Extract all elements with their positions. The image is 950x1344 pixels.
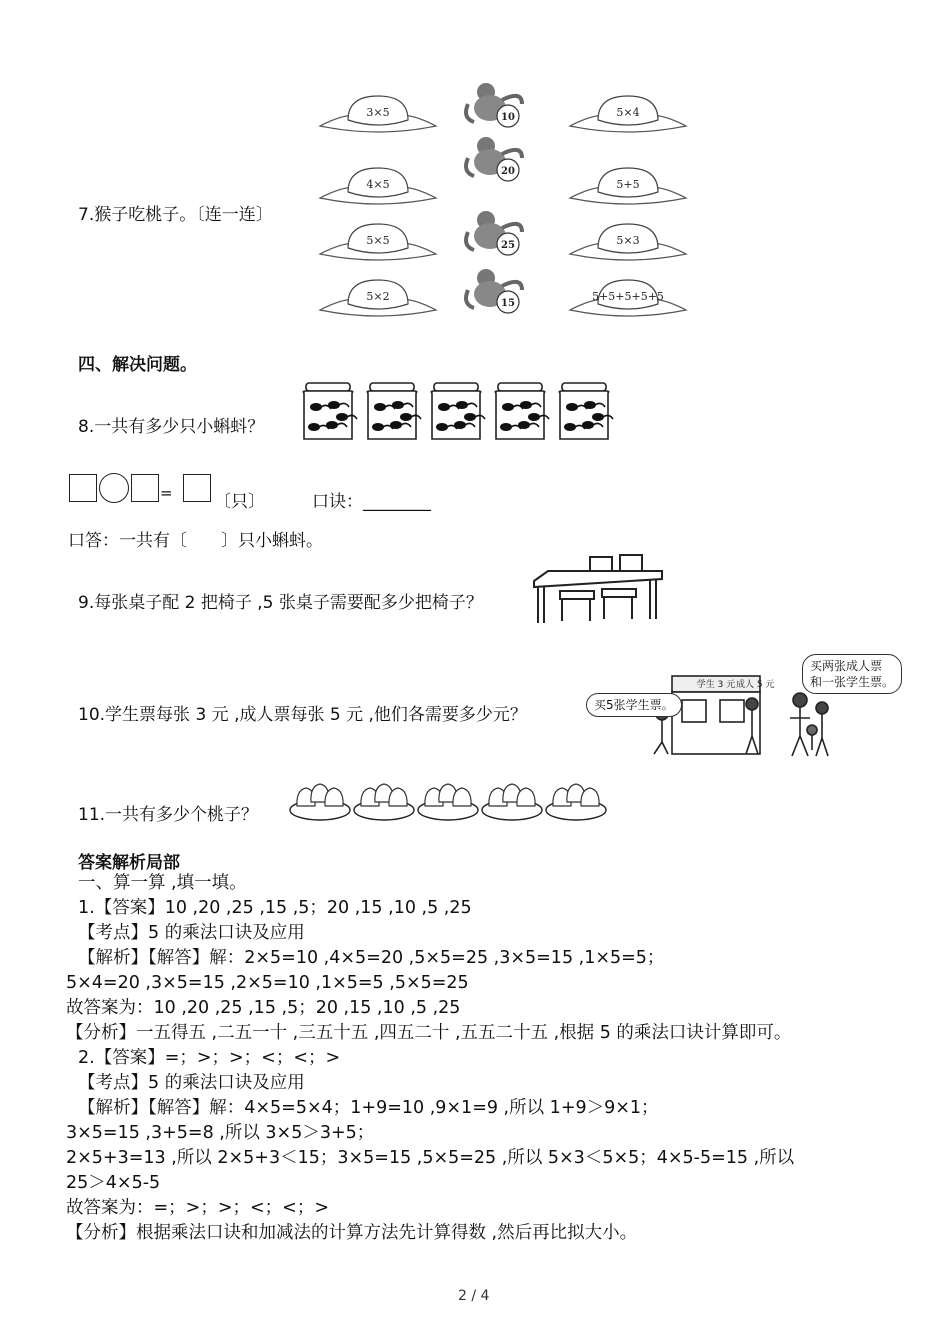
tadpole-jars — [300, 383, 630, 443]
operator-circle[interactable] — [99, 473, 129, 503]
student-speech-bubble: 买5张学生票。 — [586, 693, 682, 717]
answer-line: 故答案为：10 ,20 ,25 ,15 ,5；20 ,15 ,10 ,5 ,25 — [66, 998, 461, 1018]
sign-student: 学生 3 元 — [696, 680, 736, 690]
peach[interactable] — [570, 96, 686, 132]
answer-line: 【解析】【解答】解：2×5=10 ,4×5=20 ,5×5=25 ,3×5=15 ,1×5=5； — [78, 948, 665, 968]
peach[interactable] — [320, 280, 436, 316]
monkey-number: 20 — [501, 166, 515, 177]
answer-box[interactable] — [131, 474, 159, 502]
peach-label: 5×2 — [366, 290, 390, 303]
answer-line: 2×5+3=13 ,所以 2×5+3＜15；3×5=15 ,5×5=25 ,所以 5×3＜5×5；4×5-5=15 ,所以 — [66, 1148, 795, 1168]
unit-label: 〔只〕 — [214, 492, 265, 512]
tadpole-jar — [303, 383, 357, 439]
answer-line: 1.【答案】10 ,20 ,25 ,15 ,5；20 ,15 ,10 ,5 ,25 — [78, 898, 472, 918]
answer-line: 【分析】一五得五 ,二五一十 ,三五十五 ,四五二十 ,五五二十五 ,根据 5 的乘法口诀计算即可。 — [66, 1023, 792, 1043]
peach-label: 5×4 — [616, 106, 640, 119]
peach-label: 5+5+5+5+5 — [592, 290, 664, 303]
equals-sign: = — [160, 484, 173, 502]
peach[interactable] — [570, 224, 686, 260]
answers-heading: 答案解析局部 — [78, 853, 180, 873]
monkey[interactable] — [466, 211, 522, 255]
formula-label: 口诀：________ — [312, 492, 431, 512]
peach-plate — [546, 784, 606, 820]
monkey[interactable] — [466, 137, 522, 181]
section-heading: 四、解决问题。 — [78, 355, 197, 375]
peach-label: 5×3 — [616, 234, 640, 247]
peach-label: 3×5 — [366, 106, 390, 119]
answer-line: 一、算一算 ,填一填。 — [78, 873, 247, 893]
answer-box[interactable] — [183, 474, 211, 502]
tadpole-jar — [559, 383, 613, 439]
monkey[interactable] — [466, 269, 522, 313]
peach[interactable] — [320, 224, 436, 260]
answer-line: 【考点】5 的乘法口诀及应用 — [78, 923, 305, 943]
answer-line: 【分析】根据乘法口诀和加减法的计算方法先计算得数 ,然后再比拟大小。 — [66, 1223, 638, 1243]
peach-plate — [482, 784, 542, 820]
q9-text: 9.每张桌子配 2 把椅子 ,5 张桌子需要配多少把椅子？ — [78, 593, 483, 613]
answer-line: 故答案为：=；>；>；<；<；> — [66, 1198, 329, 1218]
answer-box[interactable] — [69, 474, 97, 502]
bubble-line-2: 和一张学生票。 — [810, 675, 895, 689]
peach-label: 4×5 — [366, 178, 390, 191]
answer-line: 5×4=20 ,3×5=15 ,2×5=10 ,1×5=5 ,5×5=25 — [66, 973, 469, 993]
q11-text: 11.一共有多少个桃子？ — [78, 805, 259, 825]
monkey-number: 15 — [501, 298, 515, 309]
peach-plate — [418, 784, 478, 820]
answer-line: 25＞4×5-5 — [66, 1173, 161, 1193]
peach[interactable] — [570, 168, 686, 204]
peach-plate — [290, 784, 350, 820]
peach[interactable] — [570, 280, 686, 316]
adult-speech-bubble — [802, 654, 902, 694]
table-chairs-image — [532, 553, 672, 628]
monkey[interactable] — [466, 83, 522, 127]
peach[interactable] — [320, 168, 436, 204]
peach[interactable] — [320, 96, 436, 132]
q7-text: 7.猴子吃桃子。〔连一连〕 — [78, 205, 273, 225]
tadpole-jar — [431, 383, 485, 439]
answer-line: 2.【答案】=；>；>；<；<；> — [78, 1048, 341, 1068]
monkey-number: 10 — [501, 112, 515, 123]
monkey-number: 25 — [501, 240, 515, 251]
peach-plate — [354, 784, 414, 820]
peach-label: 5+5 — [616, 178, 640, 191]
answer-line: 【考点】5 的乘法口诀及应用 — [78, 1073, 305, 1093]
bubble-line-1: 买两张成人票 — [810, 659, 883, 673]
tadpole-jar — [367, 383, 421, 439]
q8-text: 8.一共有多少只小蝌蚪？ — [78, 417, 265, 437]
peach-label: 5×5 — [366, 234, 390, 247]
peach-plates-image — [286, 772, 616, 832]
q10-text: 10.学生票每张 3 元 ,成人票每张 5 元 ,他们各需要多少元？ — [78, 705, 527, 725]
page-number: 2 / 4 — [458, 1288, 490, 1304]
answer-line: 3×5=15 ,3+5=8 ,所以 3×5＞3+5； — [66, 1123, 375, 1143]
answer-line: 【解析】【解答】解：4×5=5×4；1+9=10 ,9×1=9 ,所以 1+9＞9×1； — [78, 1098, 659, 1118]
oral-answer: 口答：一共有〔 〕只小蝌蚪。 — [68, 531, 323, 551]
sign-adult: 成人 5 元 — [736, 680, 775, 690]
tadpole-jar — [495, 383, 549, 439]
